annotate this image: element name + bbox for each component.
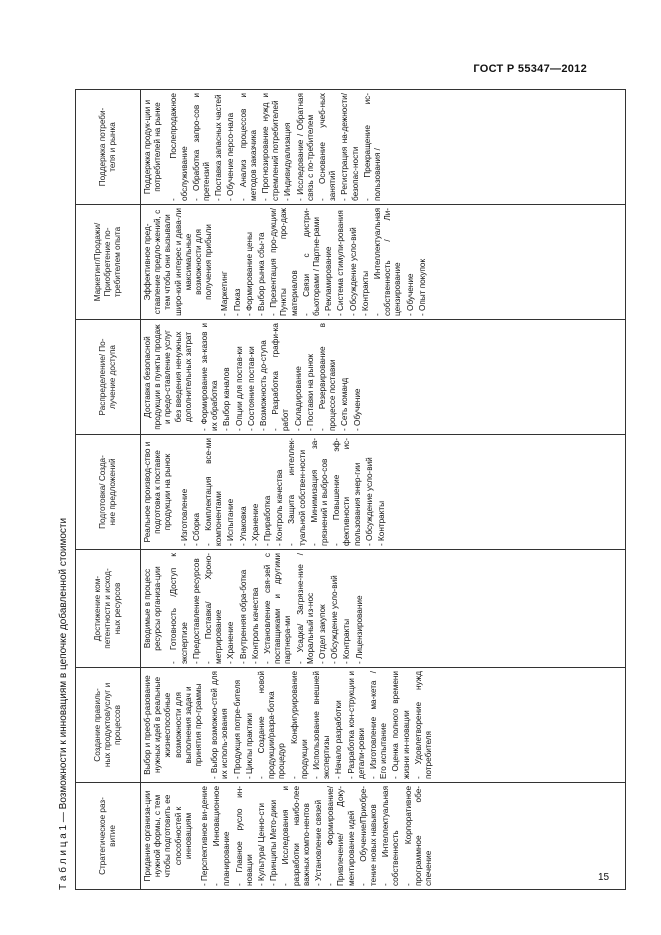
list-item: - Лицензирование	[354, 595, 364, 664]
list-item: - Установление связей	[314, 799, 324, 886]
list-item: - Готовность /Доступ к экспертизе	[169, 553, 189, 664]
list-item: - Прекращение ис-пользования /	[362, 93, 383, 201]
list-item: - Выбор возможно-стей для их исполь-зования	[210, 671, 230, 779]
list-item: - Контроль качества	[250, 587, 260, 664]
list-item: - Оценка полного времени жизни ин-новации	[391, 671, 411, 779]
list-item: - Интеллектуальная собственность	[381, 786, 401, 886]
list-item: - Обучение/Приобре-тение новых навыков	[358, 786, 379, 886]
table-cell	[141, 550, 626, 668]
list-item: - Маркетинг	[220, 271, 230, 316]
header-products: Создание правиль- ных продуктов/услуг и процессов	[76, 668, 141, 783]
list-item: - Исследование / Обратная связь с по-требителем	[295, 93, 315, 201]
list-item: - Основание учеб-ных занятий	[318, 93, 338, 201]
list-item: - Отдел закупок	[318, 604, 328, 664]
list-item: - Поставки на рынок	[305, 354, 315, 431]
column-lead-text: Вводимые в процесс ресурсы организа-ции	[143, 566, 163, 651]
list-item: - Обучение	[352, 388, 362, 431]
list-item: - Хранение	[250, 503, 260, 546]
list-item: - Формирование цены	[244, 232, 254, 316]
table-cell	[141, 783, 626, 890]
list-item: - Защита интеллек-туальной собствен-ности	[287, 438, 307, 546]
list-item: - Поставка запасных частей	[214, 94, 224, 201]
list-item: - Разработка кон-струкции и детали-ровки	[346, 671, 366, 779]
list-item: - Усадка/ Загрязне-ние /Моральный из-нос	[295, 553, 315, 664]
list-item: - Контракты	[342, 618, 352, 664]
table-cell	[141, 320, 626, 435]
list-item: - Анализ процессов и методов заказчика	[238, 93, 258, 201]
list-item: - Регистрация на-дежности/ безопас-ности	[340, 93, 360, 201]
list-item: - Разработка графи-ка работ	[271, 323, 291, 431]
column-lead-text: Реальное производ-ство и подготовка к поставке продукции на рынок	[143, 441, 173, 543]
list-item: - Контракты	[360, 270, 370, 316]
list-item: - Продукция потре-бителя	[232, 679, 242, 779]
list-item: - Создание новой продукции/разра-ботка процедур	[257, 671, 287, 779]
header-distribution: Распределение/ По- лучение доступа	[76, 320, 141, 435]
list-item: - Обсуждение усло-вий	[330, 575, 340, 664]
list-item: - Комплектация все-ми компонентами	[204, 438, 224, 546]
list-item: - Резервирование в процессе поставки	[318, 323, 338, 431]
list-item: - Контракты	[377, 500, 387, 546]
column-lead-text: Выбор и преоб-разование нужных идей в реальные жизнеспособные возможности для выполнения задач и принятия про-граммы	[143, 675, 204, 775]
list-item: - Сеть команд	[340, 377, 350, 431]
list-item: - Прогнозирование нужд и стремлений потребителей	[261, 93, 281, 201]
list-item: - Инновационное планирование	[212, 786, 232, 886]
list-item: - Корпоративное программное обе-спечение	[403, 786, 434, 886]
header-marketing: Маркетинг/Продажи/ Приобретение по- требителем опыта	[76, 205, 141, 320]
table-cell	[141, 435, 626, 550]
list-item: - Изготовление ма-кета / Его испытание	[369, 671, 389, 779]
list-item: - Сборка	[191, 512, 201, 546]
table-header-row	[76, 90, 141, 890]
list-item: - Культура/ Ценно-сти	[257, 803, 267, 886]
list-item: - Обучение персо-нала	[226, 112, 236, 201]
list-item: - Минимизация за-грязнений и выбро-сов	[309, 438, 330, 546]
list-item: - Конфигурирование продукции	[289, 671, 309, 779]
list-item: - Опыт покупок	[417, 258, 427, 316]
list-item: - Контроль качества	[275, 469, 285, 546]
list-item: - Предоставление ресурсов	[191, 558, 201, 664]
list-item: - Испытание	[226, 498, 236, 546]
rotated-table-block	[55, 90, 630, 890]
list-item: - Принципы Мето-дики	[269, 799, 279, 886]
list-item: - Обучение	[405, 273, 415, 316]
list-item: - Формирование/ Привлечение/ Доку-ментирование идей	[326, 786, 356, 886]
list-item: - Опции для постав-ки	[234, 346, 244, 431]
header-resources: Достижение ком- петентности и исход- ных ресурсов	[76, 550, 141, 668]
list-item: - Выбор каналов	[222, 367, 232, 431]
list-item: - Презентация про-дукции/Пункты про-даж материалов	[269, 208, 299, 316]
table-cell	[141, 90, 626, 205]
column-lead-text: Придание организа-ции нужной формы, с тем чтобы подготовить ее способностей к инновациям	[143, 790, 193, 882]
list-item: - Циклы практики	[244, 713, 254, 779]
header-preparation: Подготовка/ Созда- ние предложений	[76, 435, 141, 550]
list-item: - Послепродажное обслуживание	[169, 93, 189, 201]
list-item: - Повышение эф-фективности ис-пользования энер-гии	[332, 438, 362, 546]
column-lead-text: Эффективное пред-ставление предло-жений, с тем чтобы они вызывали широ-кий интерес и дава-ли максимальные возможности для получения прибыли	[143, 208, 214, 316]
list-item: - Индивидуализация	[283, 122, 293, 201]
list-item: - Обсуждение усло-вий	[364, 457, 374, 546]
list-item: - Показ	[232, 288, 242, 316]
list-item: - Поставка/ Хроно-метрирование	[204, 553, 224, 664]
header-strategic: Стратегическое раз- витие	[76, 783, 141, 890]
column-lead-text: Поддержка продук-ции и потребителей на рынке	[143, 99, 163, 195]
list-item: - Главное русло ин-новации	[234, 786, 254, 886]
list-item: - Выбор рынка сбы-та	[257, 232, 267, 316]
list-item: - Использование внешней экспертизы	[312, 671, 332, 779]
column-lead-text: Доставка безопасной продукции в пункты продаж и предо-ставление услуг без введения ненужных дополнительных затрат	[143, 324, 193, 430]
list-item: - Интеллектуальная собственность / Ли-цензирование	[373, 208, 403, 316]
list-item: - Возможность до-ступа	[259, 340, 269, 431]
value-chain-table	[75, 89, 626, 890]
list-item: - Обработка запро-сов и претензий	[191, 93, 212, 201]
list-item: - Связи с дистри-бьюторами / Партне-рами	[301, 208, 322, 316]
list-item: - Исследования и разработки наибо-лее важных компо-нентов	[281, 786, 311, 886]
table-caption: Т а б л и ц а 1 — Возможности к инновациям в цепочке добавленной стоимости	[58, 517, 69, 890]
list-item: - Установление свя-зей с поставщиками и другими партнера-ми	[263, 553, 293, 664]
table-cell	[141, 205, 626, 320]
list-item: - Складирование	[293, 366, 303, 431]
list-item: - Приработка	[263, 495, 273, 546]
list-item: - Система стимули-рования	[336, 210, 346, 316]
standard-designation: ГОСТ Р 55347—2012	[473, 63, 587, 75]
list-item: - Хранение	[226, 621, 236, 664]
table-row	[141, 90, 626, 890]
list-item: - Упаковка	[238, 506, 248, 546]
list-item: - Начало разработки	[334, 700, 344, 779]
list-item: - Обсуждение усло-вий	[348, 227, 358, 316]
list-item: - Перспективное ви-дение	[200, 786, 210, 886]
page-number: 15	[598, 872, 610, 883]
header-support: Поддержка потреби- теля и рынка	[76, 90, 141, 205]
list-item: - Формирование за-казов и их обработка	[200, 323, 220, 431]
table-cell	[141, 668, 626, 783]
list-item: - Состояние постав-ки	[246, 346, 256, 431]
list-item: - Удовлетворение нужд потребителя	[413, 671, 434, 779]
list-item: - Рекламирование	[324, 246, 334, 316]
list-item: - Изготовление	[179, 488, 189, 546]
list-item: - Внутренняя обра-ботка	[238, 569, 248, 664]
